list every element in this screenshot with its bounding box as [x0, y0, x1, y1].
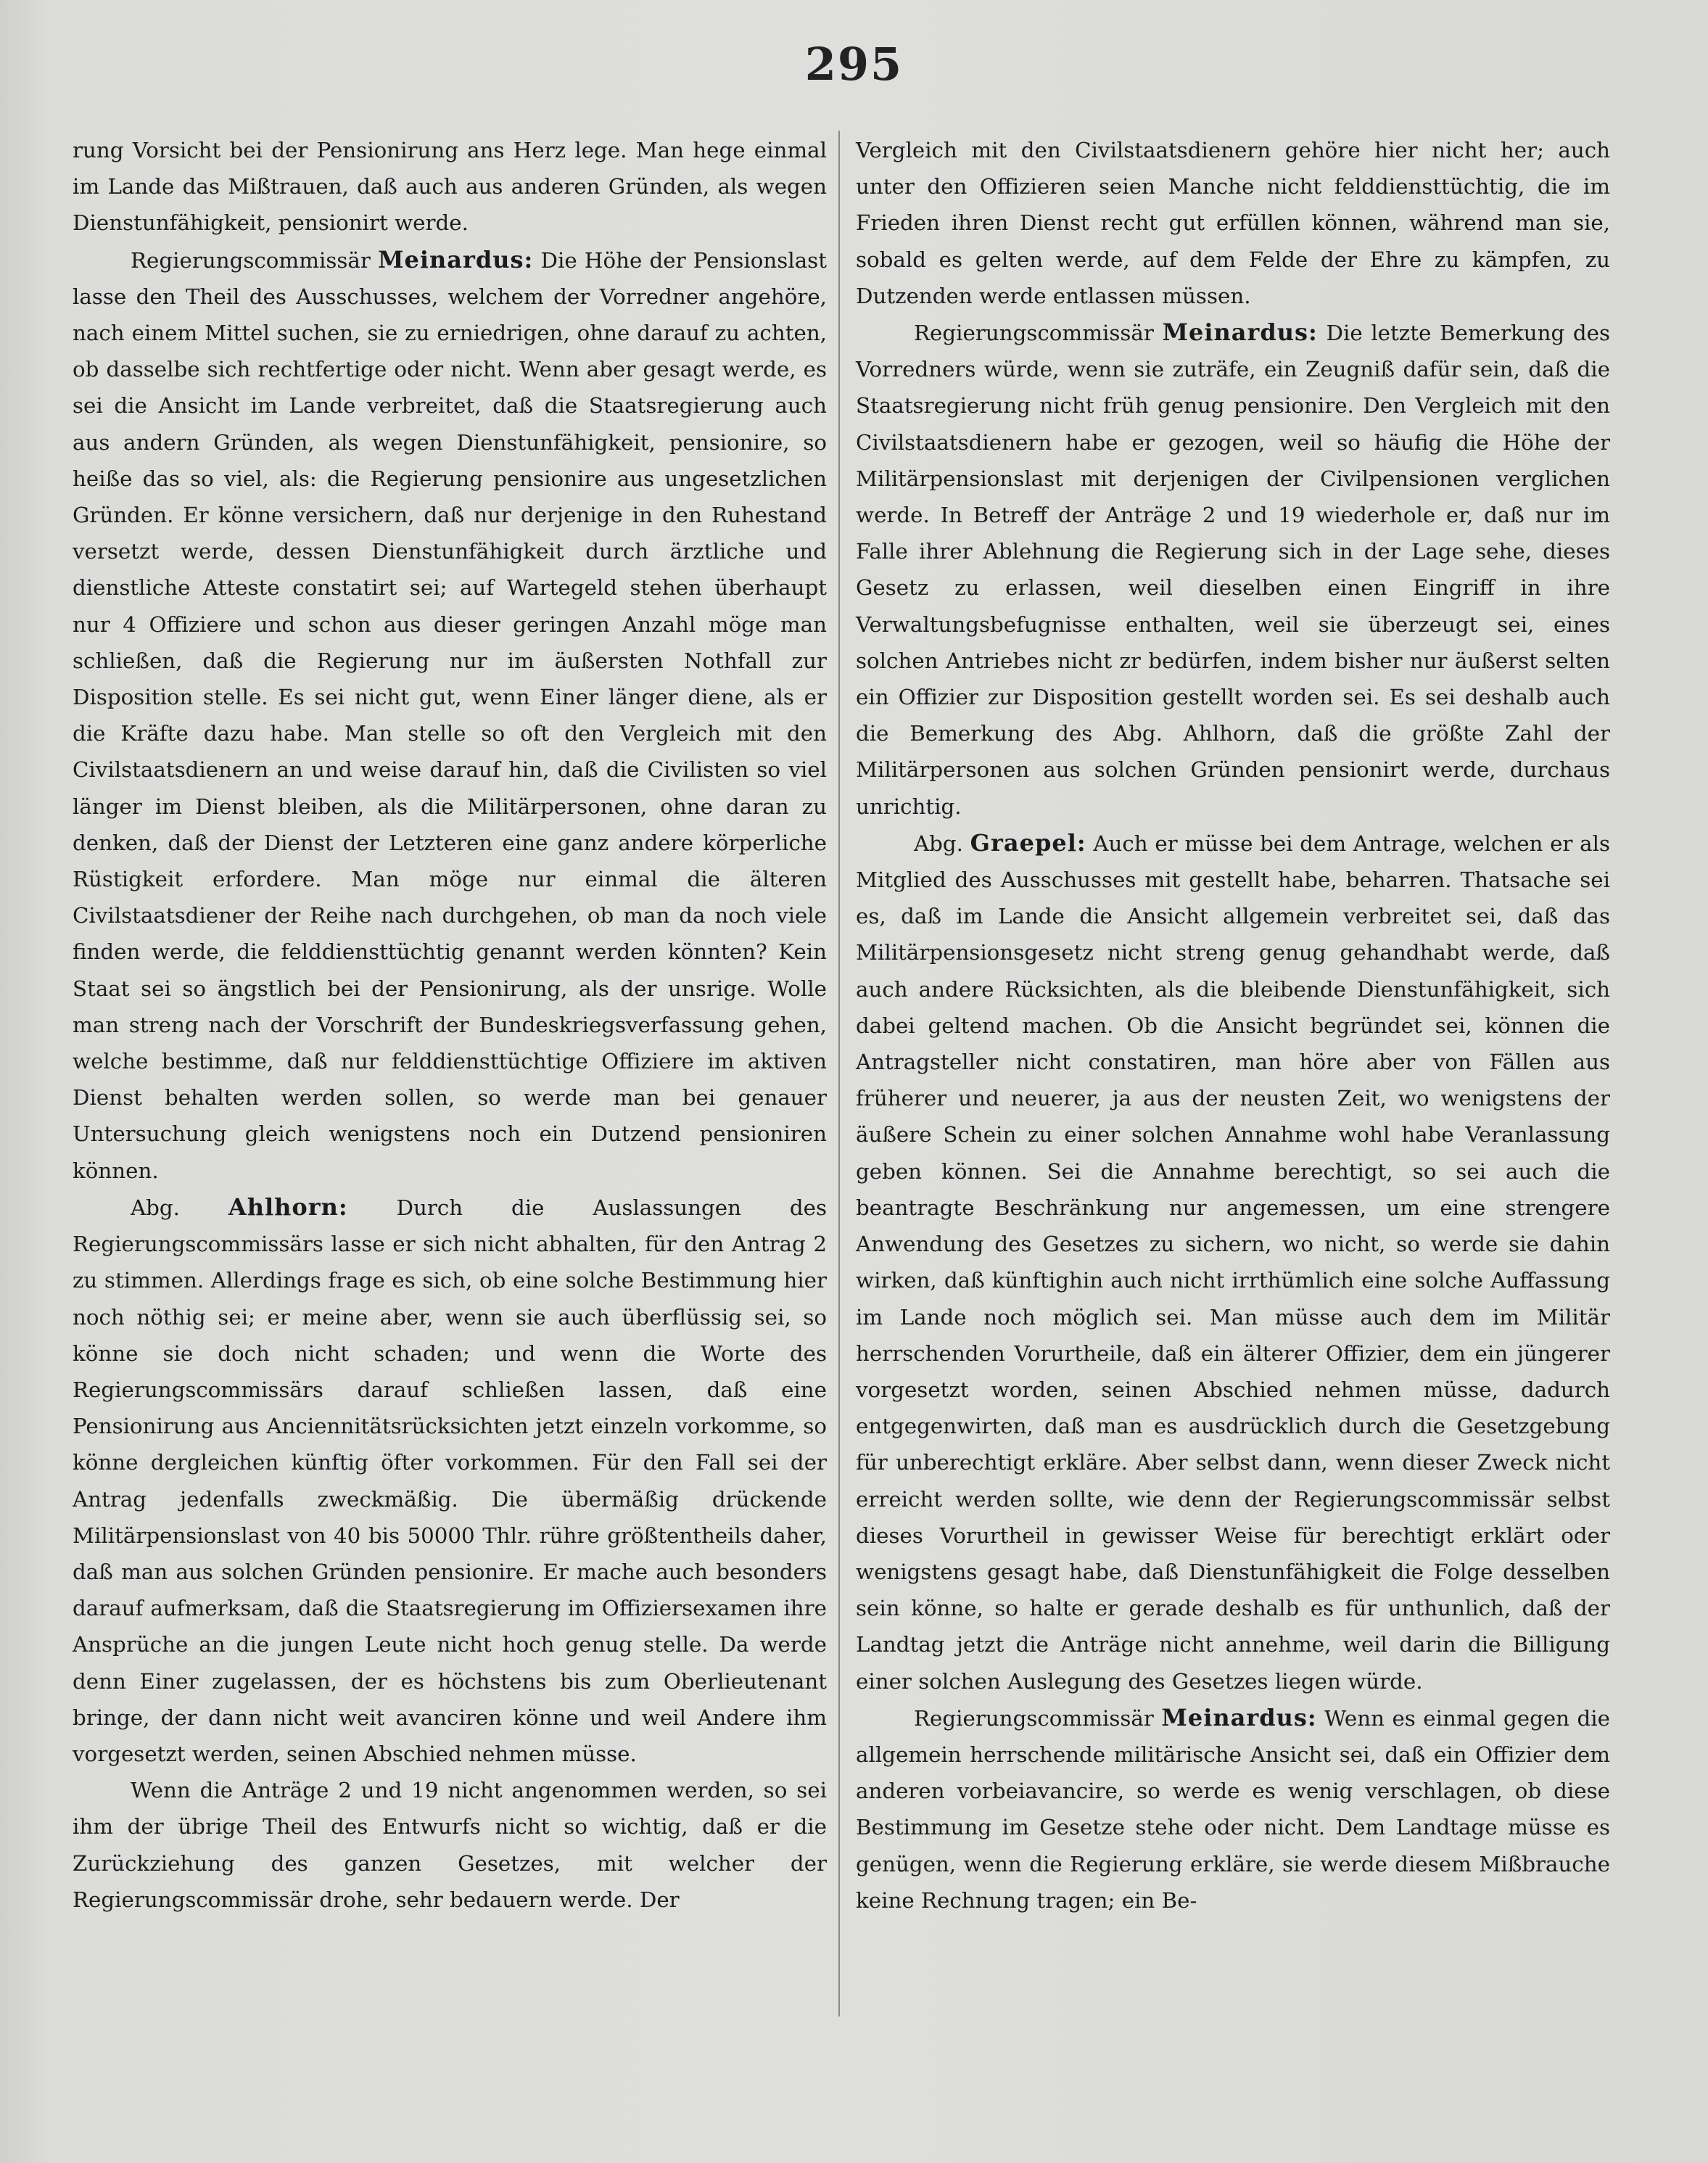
speech-text: Die letzte Bemerkung des Vorredners würde, wenn sie zuträfe, ein Zeugniß dafür sein, daß die Staatsregierung nicht früh genug pensionire. Den Vergleich mit den Civilstaatsdienern habe er gezogen, weil so häufig die Höhe der Militärpensionslast mit derjenigen der Civilpensionen verglichen werde. In Betreff der Anträge 2 und 19 wiederhole er, daß nur im Falle ihrer Ablehnung die Regierung sich in der Lage sehe, dieses Gesetz zu erlassen, weil dieselben einen Eingriff in ihre Verwaltungsbefugnisse enthalten, weil sie überzeugt sei, eines solchen Antriebes nicht zr bedürfen, indem bisher nur äußerst selten ein Offizier zur Disposition gestellt worden sei. Es sei deshalb auch die Bemerkung des Abg. Ahlhorn, daß die größte Zahl der Militärpersonen aus solchen Gründen pensionirt werde, durchaus unrichtig. — [856, 321, 1610, 819]
left-paragraph-2 — [73, 242, 827, 1189]
right-paragraph-2 — [856, 314, 1610, 825]
left-paragraph-4: Wenn die Anträge 2 und 19 nicht angenommen werden, so sei ihm der übrige Theil des Entwurfs nicht so wichtig, daß er die Zurückziehung des ganzen Gesetzes, mit welcher der Regierungscommissär drohe, sehr bedauern werde. Der — [73, 1778, 827, 1912]
right-paragraph-4 — [856, 1700, 1610, 1919]
speaker-role: Regierungscommissär — [914, 1705, 1154, 1731]
right-column — [856, 132, 1610, 1919]
speaker-role: Abg. — [914, 831, 963, 856]
column-divider — [838, 131, 840, 2016]
speaker-name: Meinardus: — [378, 245, 534, 273]
speaker-name: Graepel: — [970, 828, 1086, 857]
speaker-role: Abg. — [131, 1195, 180, 1220]
speaker-name: Meinardus: — [1161, 1703, 1317, 1731]
left-paragraph-1: rung Vorsicht bei der Pensionirung ans Herz lege. Man hege einmal im Lande das Mißtrauen, daß auch aus anderen Gründen, als wegen Dienstunfähigkeit, pensionirt werde. — [73, 138, 827, 236]
right-paragraph-1: Vergleich mit den Civilstaatsdienern gehöre hier nicht her; auch unter den Offizieren seien Manche nicht felddiensttüchtig, die im Frieden ihren Dienst recht gut erfüllen können, während man sie, sobald es gelten werde, auf dem Felde der Ehre zu kämpfen, zu Dutzenden werde entlassen müssen. — [856, 138, 1610, 308]
right-paragraph-3 — [856, 825, 1610, 1700]
speech-text: Auch er müsse bei dem Antrage, welchen er als Mitglied des Ausschusses mit gestellt habe, beharren. Thatsache sei es, daß im Lande die Ansicht allgemein verbreitet sei, daß das Militärpensionsgesetz nicht streng genug gehandhabt werde, daß auch andere Rücksichten, als die bleibende Dienstunfähigkeit, sich dabei geltend machen. Ob die Ansicht begründet sei, können die Antragsteller nicht constatiren, man höre aber von Fällen aus früherer und neuerer, ja aus der neusten Zeit, wo wenigstens der äußere Schein zu einer solchen Annahme wohl habe Veranlassung geben können. Sei die Annahme berechtigt, so sei auch die beantragte Beschränkung nur angemessen, um eine strengere Anwendung des Gesetzes zu sichern, wo nicht, so werde sie dahin wirken, daß künftighin auch nicht irrthümlich eine solche Auffassung im Lande noch möglich sei. Man müsse auch dem im Militär herrschenden Vorurtheile, daß ein älterer Offizier, dem ein jüngerer vorgesetzt worden, seinen Abschied nehmen müsse, dadurch entgegenwirten, daß man es ausdrücklich durch die Gesetzgebung für unberechtigt erkläre. Aber selbst dann, wenn dieser Zweck nicht erreicht werden sollte, wie denn der Regierungscommissär selbst dieses Vorurtheil in gewisser Weise für berechtigt erklärt oder wenigstens gesagt habe, daß Dienstunfähigkeit die Folge desselben sein könne, so halte er gerade deshalb es für unthunlich, daß der Landtag jetzt die Anträge nicht annehme, weil darin die Billigung einer solchen Auslegung des Gesetzes liegen würde. — [856, 831, 1610, 1694]
speaker-name: Meinardus: — [1162, 318, 1318, 347]
speech-text: Wenn es einmal gegen die allgemein herrschende militärische Ansicht sei, daß ein Offizier dem anderen vorbeiavancire, so werde es wenig verschlagen, ob diese Bestimmung im Gesetze stehe oder nicht. Dem Landtage müsse es genügen, wenn die Regierung erkläre, sie werde diesem Mißbrauche keine Rechnung tragen; ein Be- — [856, 1705, 1610, 1913]
speaker-role: Regierungscommissär — [131, 247, 371, 273]
page-number: 295 — [804, 38, 904, 91]
speaker-role: Regierungscommissär — [914, 321, 1154, 346]
left-paragraph-3 — [73, 1189, 827, 1772]
speech-text: Die Höhe der Pensionslast lasse den Theil des Ausschusses, welchem der Vorredner angehöre, nach einem Mittel suchen, sie zu erniedrigen, ohne darauf zu achten, ob dasselbe sich rechtfertige oder nicht. Wenn aber gesagt werde, es sei die Ansicht im Lande verbreitet, daß die Staatsregierung auch aus andern Gründen, als wegen Dienstunfähigkeit, pensionire, so heiße das so viel, als: die Regierung pensionire aus ungesetzlichen Gründen. Er könne versichern, daß nur derjenige in den Ruhestand versetzt werde, dessen Dienstunfähigkeit durch ärztliche und dienstliche Atteste constatirt sei; auf Wartegeld stehen überhaupt nur 4 Offiziere und schon aus dieser geringen Anzahl möge man schließen, daß die Regierung nur im äußersten Nothfall zur Disposition stelle. Es sei nicht gut, wenn Einer länger diene, als er die Kräfte dazu habe. Man stelle so oft den Vergleich mit den Civilstaatsdienern an und weise darauf hin, daß die Civilisten so viel länger im Dienst bleiben, als die Militärpersonen, ohne daran zu denken, daß der Dienst der Letzteren eine ganz andere körperliche Rüstigkeit erfordere. Man möge nur einmal die älteren Civilstaatsdiener der Reihe nach durchgehen, ob man da noch viele finden werde, die felddiensttüchtig genannt werden könnten? Kein Staat sei so ängstlich bei der Pensionirung, als der unsrige. Wolle man streng nach der Vorschrift der Bundeskriegsverfassung gehen, welche bestimme, daß nur felddiensttüchtige Offiziere im aktiven Dienst behalten werden sollen, so werde man bei genauer Untersuchung gleich wenigstens noch ein Dutzend pensioniren können. — [73, 247, 827, 1183]
speech-text: Durch die Auslassungen des Regierungscommissärs lasse er sich nicht abhalten, für den Antrag 2 zu stimmen. Allerdings frage es sich, ob eine solche Bestimmung hier noch nöthig sei; er meine aber, wenn sie auch überflüssig sei, so könne sie doch nicht schaden; und wenn die Worte des Regierungscommissärs darauf schließen lassen, daß eine Pensionirung aus Anciennitätsrücksichten jetzt einzeln vorkomme, so könne dergleichen künftig öfter vorkommen. Für den Fall sei der Antrag jedenfalls zweckmäßig. Die übermäßig drückende Militärpensionslast von 40 bis 50000 Thlr. rühre größtentheils daher, daß man aus solchen Gründen pensionire. Er mache auch besonders darauf aufmerksam, daß die Staatsregierung im Offiziersexamen ihre Ansprüche an die jungen Leute nicht hoch genug stelle. Da werde denn Einer zugelassen, der es höchstens bis zum Oberlieutenant bringe, der dann nicht weit avanciren könne und weil Andere ihm vorgesetzt werden, seinen Abschied nehmen müsse. — [73, 1195, 827, 1766]
left-column — [73, 132, 827, 1918]
speaker-name: Ahlhorn: — [228, 1192, 348, 1221]
